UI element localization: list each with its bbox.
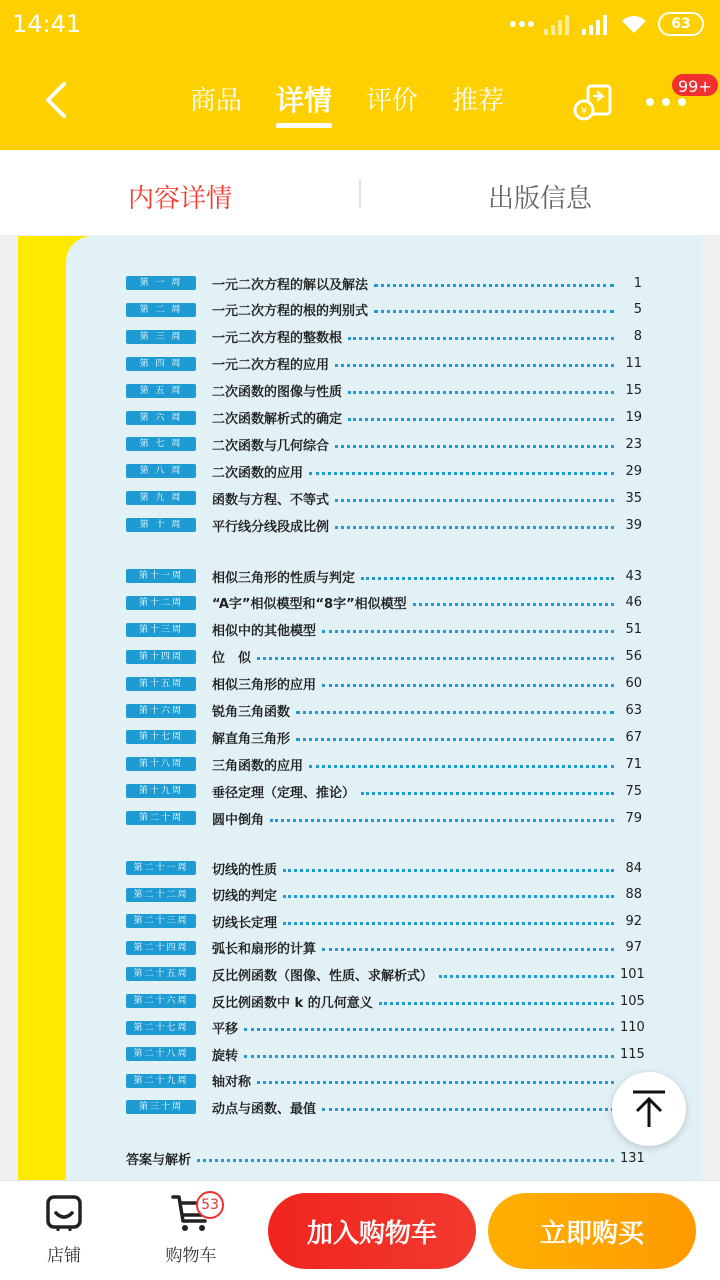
status-bar [0,0,720,52]
toc-title: 动点与函数、最值 [212,1101,317,1117]
toc-answers-row [126,1148,645,1168]
battery-indicator: 63 [658,12,704,36]
toc-week-tag: 第 八 周 [126,464,196,478]
toc-leader-dots [257,1081,614,1084]
toc-title: 二次函数与几何综合 [212,438,330,454]
toc-row [126,327,642,347]
buy-now-button[interactable]: 立即购买 [488,1193,696,1269]
subtab-divider [359,180,361,208]
toc-row [126,488,642,508]
toc-page-number: 1 [633,275,642,291]
toc-leader-dots [322,630,614,633]
toc-leader-dots [244,1028,614,1031]
toc-row [126,964,645,984]
toc-title: 切线的判定 [212,889,278,905]
toc-page-number: 97 [625,940,642,956]
shop-label: 店铺 [47,1246,81,1266]
status-icons [510,12,704,36]
toc-leader-dots [335,526,614,529]
toc-page-number: 75 [625,783,642,799]
toc-row [126,938,642,958]
toc-week-tag: 第二十周 [126,811,196,825]
toc-leader-dots [348,391,614,394]
toc-week-tag: 第二十七周 [126,1021,196,1035]
toc-title: 一元二次方程的应用 [212,358,330,374]
signal-icon [544,13,572,35]
toc-row [126,408,642,428]
toc-page-number: 79 [625,810,642,826]
toc-row [126,593,642,613]
toc-row [126,885,642,905]
toc-page-number: 43 [625,568,642,584]
toc-row [126,858,642,878]
tab-product[interactable]: 商品 [190,86,243,116]
toc-answers-title: 答案与解析 [126,1152,192,1168]
toc-title: 垂径定理（定理、推论） [212,785,356,801]
toc-title: 相似中的其他模型 [212,624,317,640]
toc-page-number: 110 [620,1020,645,1036]
cart-count-badge: 53 [196,1191,224,1219]
tab-recommend[interactable]: 推荐 [452,86,505,116]
toc-leader-dots [283,922,614,925]
toc-leader-dots [439,975,614,978]
toc-title: 一元二次方程的根的判别式 [212,304,369,320]
toc-week-tag: 第十五周 [126,677,196,691]
toc-title: 轴对称 [212,1075,252,1091]
toc-row [126,1071,642,1091]
toc-page-number: 35 [625,490,642,506]
toc-week-tag: 第二十二周 [126,888,196,902]
toc-page-number: 5 [633,302,642,318]
toc-leader-dots [348,418,614,421]
toc-week-tag: 第十二周 [126,596,196,610]
status-time: 14:41 [12,10,82,38]
cart-entry[interactable] [146,1193,236,1266]
toc-title: 相似三角形的性质与判定 [212,570,356,586]
cart-label: 购物车 [165,1246,217,1266]
toc-title: 锐角三角函数 [212,705,291,720]
toc-row [126,381,642,401]
toc-week-tag: 第 五 周 [126,384,196,398]
toc-leader-dots [283,869,614,872]
toc-week-tag: 第十三周 [126,623,196,637]
subtab-publish-info[interactable]: 出版信息 [488,184,593,214]
toc-row [126,620,642,640]
arrow-up-icon [631,1089,667,1129]
toc-page-number: 115 [620,1046,645,1062]
toc-week-tag: 第二十一周 [126,861,196,875]
bottom-action-bar [0,1180,720,1280]
toc-title: 函数与方程、不等式 [212,492,330,508]
toc-title: 弧长和扇形的计算 [212,942,317,958]
toc-row [126,354,642,374]
toc-row [126,727,642,747]
toc-leader-dots [374,310,614,313]
toc-row [126,1018,645,1038]
toc-title: 旋转 [212,1048,239,1064]
toc-leader-dots [296,711,614,714]
toc-page-number: 71 [625,756,642,772]
toc-leader-dots [296,738,614,741]
toc-row [126,808,642,828]
shop-entry[interactable] [19,1193,109,1266]
toc-title: 圆中倒角 [212,812,265,828]
tab-details[interactable]: 详情 [276,82,332,128]
toc-leader-dots [335,499,614,502]
toc-week-tag: 第十一周 [126,569,196,583]
toc-row [126,754,642,774]
toc-page-number: 29 [625,463,642,479]
toc-week-tag: 第十八周 [126,757,196,771]
toc-title: 三角函数的应用 [212,758,304,774]
toc-page-number: 84 [625,860,642,876]
more-badge: 99+ [670,72,720,98]
toc-leader-dots [335,364,614,367]
toc-page-number: 67 [625,729,642,745]
toc-title: 二次函数解析式的确定 [212,412,343,427]
back-to-top-button[interactable] [612,1072,686,1146]
toc-leader-dots [348,337,614,340]
toc-week-tag: 第二十四周 [126,941,196,955]
toc-week-tag: 第 十 周 [126,518,196,532]
toc-row [126,911,642,931]
toc-leader-dots [257,657,614,660]
toc-title: 一元二次方程的解以及解法 [212,277,369,293]
toc-week-tag: 第 六 周 [126,411,196,425]
store-icon [44,1193,84,1233]
toc-leader-dots [335,445,614,448]
toc-title: “A字”相似模型和“8字”相似模型 [212,597,407,613]
toc-title: 切线的性质 [212,862,278,878]
toc-leader-dots [379,1002,614,1005]
toc-leader-dots [309,472,614,475]
toc-title: 反比例函数中 k 的几何意义 [212,995,373,1011]
toc-page-number: 101 [620,966,645,982]
toc-page-number: 23 [625,436,642,452]
toc-page-number: 105 [620,993,645,1009]
toc-row [126,1097,642,1117]
toc-row [126,991,645,1011]
toc-page-number: 88 [625,887,642,903]
toc-week-tag: 第十四周 [126,650,196,664]
toc-row [126,434,642,454]
sub-tabs [0,150,720,236]
toc-page-number: 60 [625,676,642,692]
toc-page-number: 15 [625,383,642,399]
toc-title: 相似三角形的应用 [212,678,317,694]
back-arrow-icon[interactable] [38,80,78,120]
toc-row [126,461,642,481]
more-dots-status-icon [510,20,534,28]
toc-row [126,273,642,293]
toc-row [126,300,642,320]
toc-leader-dots [374,284,614,287]
toc-page-number: 131 [620,1150,645,1166]
toc-week-tag: 第二十五周 [126,967,196,981]
toc-leader-dots [322,684,614,687]
add-to-cart-button[interactable]: 加入购物车 [268,1193,476,1269]
toc-leader-dots [322,1108,614,1111]
toc-week-tag: 第 四 周 [126,357,196,371]
toc-leader-dots [361,577,614,580]
toc-leader-dots [244,1055,614,1058]
toc-row [126,674,642,694]
toc-week-tag: 第十七周 [126,730,196,744]
toc-week-tag: 第 二 周 [126,303,196,317]
toc-week-tag: 第十九周 [126,784,196,798]
toc-page-number: 11 [625,356,642,372]
toc-title: 平行线分线段成比例 [212,519,330,535]
toc-leader-dots [322,948,614,951]
toc-week-tag: 第二十九周 [126,1074,196,1088]
toc-week-tag: 第 七 周 [126,437,196,451]
subtab-content-details[interactable]: 内容详情 [128,184,233,214]
toc-row [126,701,642,721]
toc-title: 一元二次方程的整数根 [212,331,343,347]
toc-week-tag: 第二十六周 [126,994,196,1008]
detail-image-area[interactable] [0,236,720,1180]
toc-week-tag: 第 三 周 [126,330,196,344]
toc-leader-dots [270,819,614,822]
toc-week-tag: 第 一 周 [126,276,196,290]
wifi-icon [620,13,648,35]
nav-tabs [190,82,504,132]
toc-page-number: 92 [625,913,642,929]
toc-week-tag: 第三十周 [126,1100,196,1114]
toc-page-number: 56 [625,649,642,665]
toc-leader-dots [283,895,614,898]
toc-page-number: 46 [625,595,642,611]
toc-title: 二次函数的图像与性质 [212,385,343,401]
toc-title: 二次函数的应用 [212,465,304,481]
share-money-icon[interactable] [572,80,616,124]
toc-title: 位 似 [212,651,252,667]
toc-row [126,781,642,801]
toc-week-tag: 第二十三周 [126,914,196,928]
toc-row [126,647,642,667]
toc-title: 切线长定理 [212,915,278,931]
svg-text:¥: ¥ [580,106,588,117]
toc-leader-dots [309,765,614,768]
toc-page-number: 8 [633,329,642,345]
top-header [0,0,720,150]
tab-reviews[interactable]: 评价 [366,86,419,116]
toc-title: 反比例函数（图像、性质、求解析式） [212,968,434,984]
toc-row [126,566,642,586]
toc-page-number: 39 [625,517,642,533]
toc-week-tag: 第 九 周 [126,491,196,505]
toc-page-number: 19 [625,410,642,425]
toc-week-tag: 第二十八周 [126,1047,196,1061]
toc-leader-dots [361,792,614,795]
toc-row [126,515,642,535]
toc-page-number: 63 [625,703,642,718]
toc-leader-dots [197,1159,614,1162]
toc-row [126,1044,645,1064]
toc-title: 平移 [212,1022,239,1038]
toc-page-number: 51 [625,622,642,638]
signal-icon-2 [582,13,610,35]
toc-title: 解直角三角形 [212,731,291,747]
toc-week-tag: 第十六周 [126,704,196,718]
toc-leader-dots [413,603,614,606]
